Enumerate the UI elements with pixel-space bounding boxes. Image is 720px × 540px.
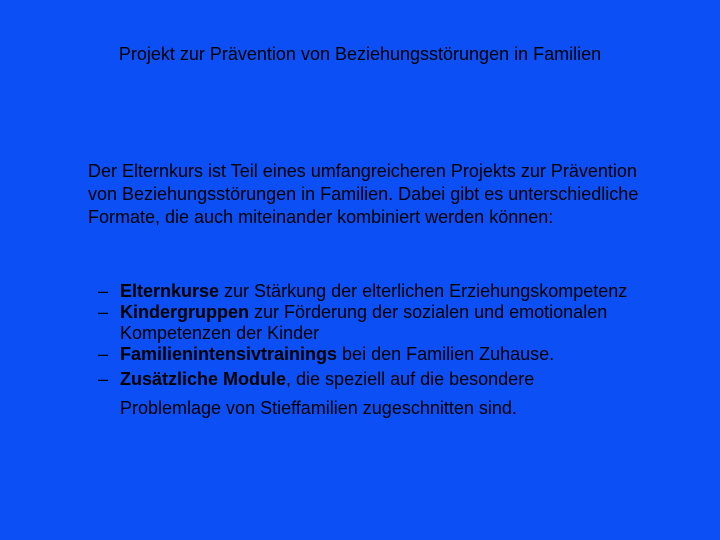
list-item-term: Kindergruppen [120, 302, 249, 322]
list-item-text: bei den Familien Zuhause. [337, 344, 555, 364]
list-item-text: , die speziell auf die besondere [286, 369, 535, 389]
list-item-continuation: Problemlage von Stieffamilien zugeschnitten sind. [120, 398, 517, 418]
list-item-term: Elternkurse [120, 281, 220, 301]
intro-paragraph: Der Elternkurs ist Teil eines umfangreicheren Projekts zur Prävention von Beziehungsstörungen in Familien. Dabei gibt es unterschiedliche Formate, die auch miteinander kombiniert werden können: [88, 161, 639, 227]
list-item-term: Zusätzliche Module [120, 369, 287, 389]
format-list [98, 281, 658, 423]
list-item [98, 302, 658, 344]
list-item-text: zur Stärkung der elterlichen Erziehungskompetenz [219, 281, 628, 301]
list-item-text: zur Förderung der sozialen und emotionalen Kompetenzen der Kinder [120, 302, 608, 343]
bullet-dash: – [98, 302, 109, 322]
list-item [98, 281, 658, 302]
bullet-dash: – [98, 369, 109, 389]
bullet-dash: – [98, 344, 109, 364]
list-item-term: Familienintensivtrainings [120, 344, 338, 364]
list-item [98, 365, 658, 423]
list-item [98, 344, 658, 365]
slide-title: Projekt zur Prävention von Beziehungsstörungen in Familien [118, 44, 602, 64]
bullet-dash: – [98, 281, 109, 301]
